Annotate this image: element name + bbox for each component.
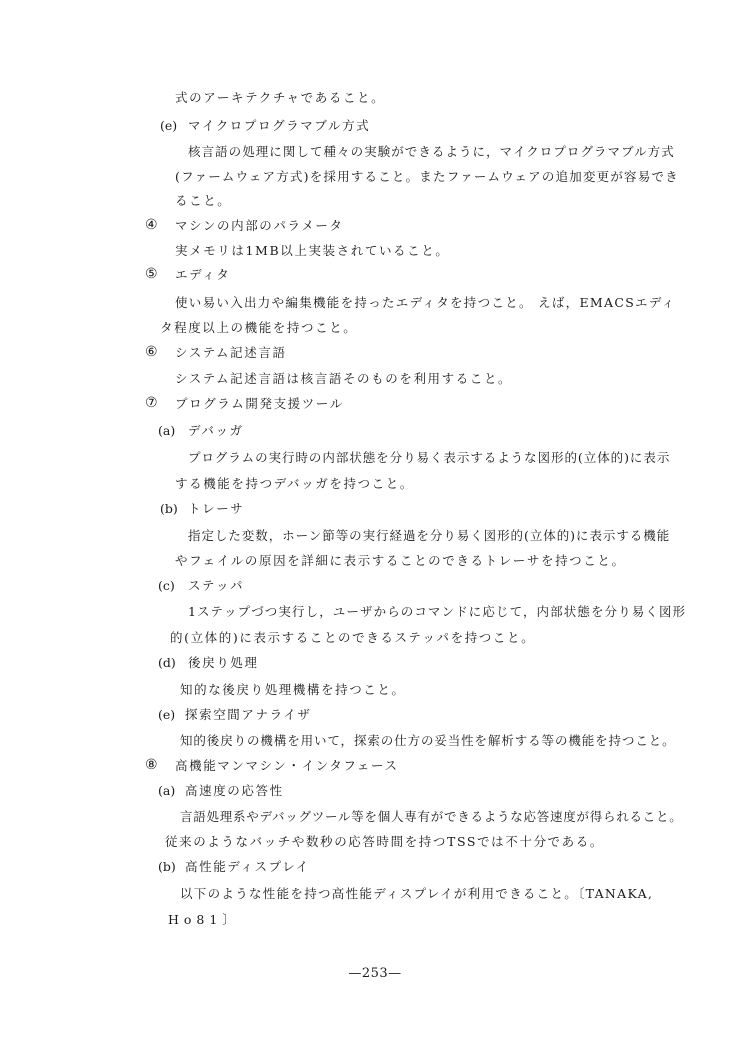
item-label: (e)	[160, 118, 178, 133]
item-label: (a)	[158, 783, 176, 798]
body-line: 言語処理系やデバッグツール等を個人専有ができるような応答速度が得られること。	[180, 809, 683, 824]
item-heading: 探索空間アナライザ	[185, 707, 312, 722]
item-heading: 高性能ディスプレイ	[185, 859, 310, 874]
body-line: 的(立体的)に表示することのできるステッパを持つこと。	[170, 630, 536, 645]
body-line: ること。	[175, 193, 232, 208]
body-line: システム記述言語は核言語そのものを利用すること。	[175, 371, 513, 386]
body-line: 知的な後戻り処理機構を持つこと。	[180, 682, 406, 697]
body-line: 以下のような性能を持つ高性能ディスプレイが利用できること。〔TANAKA,	[180, 886, 654, 901]
section-number: ⑧	[145, 757, 158, 773]
item-heading: 後戻り処理	[188, 655, 259, 670]
item-heading: デバッガ	[188, 423, 244, 438]
body-line: する機能を持つデバッガを持つこと。	[175, 476, 414, 491]
body-line: 実メモリは1MB以上実装されていること。	[175, 243, 450, 258]
section-heading: システム記述言語	[175, 345, 287, 360]
section-number: ⑦	[145, 395, 158, 411]
section-number: ⑥	[145, 344, 158, 360]
body-line: 知的後戻りの機構を用いて，探索の仕方の妥当性を解析する等の機能を持つこと。	[180, 733, 676, 748]
item-heading: トレーサ	[188, 501, 245, 516]
body-line: Ho81〕	[168, 912, 240, 927]
item-label: (b)	[158, 859, 176, 874]
item-heading: マイクロプログラマブル方式	[188, 118, 371, 133]
item-label: (e)	[158, 707, 176, 722]
item-label: (c)	[158, 578, 175, 593]
body-line: 従来のようなバッチや数秒の応答時間を持つTSSでは不十分である。	[165, 834, 604, 849]
section-heading: プログラム開発支援ツール	[175, 396, 344, 411]
body-line: 式のアーキテクチャであること。	[175, 90, 386, 105]
body-line: 核言語の処理に関して種々の実験ができるように，マイクロプログラマブル方式	[188, 144, 675, 159]
body-line: (ファームウェア方式)を採用すること。またファームウェアの追加変更が容易でき	[175, 169, 679, 184]
body-line: 1ステップづつ実行し，ユーザからのコマンドに応じて，内部状態を分り易く図形	[188, 604, 687, 619]
section-heading: 高機能マンマシン・インタフェース	[175, 758, 399, 773]
item-heading: ステッパ	[188, 578, 245, 593]
section-heading: エディタ	[175, 267, 231, 282]
section-number: ④	[145, 217, 158, 233]
body-line: やフェイルの原因を詳細に表示することのできるトレーサを持つこと。	[175, 553, 626, 568]
item-label: (a)	[158, 423, 176, 438]
page-number: —253—	[348, 966, 402, 981]
body-line: タ程度以上の機能を持つこと。	[160, 320, 358, 335]
body-line: 指定した変数，ホーン節等の実行経過を分り易く図形的(立体的)に表示する機能	[188, 528, 671, 543]
item-label: (b)	[160, 501, 178, 516]
item-heading: 高速度の応答性	[185, 783, 284, 798]
body-line: 使い易い入出力や編集機能を持ったエディタを持つこと。 えば，EMACSエディ	[175, 295, 676, 310]
section-heading: マシンの内部のパラメータ	[175, 218, 344, 233]
item-label: (d)	[158, 655, 176, 670]
body-line: プログラムの実行時の内部状態を分り易く表示するような図形的(立体的)に表示	[188, 450, 671, 465]
section-number: ⑤	[145, 266, 158, 282]
